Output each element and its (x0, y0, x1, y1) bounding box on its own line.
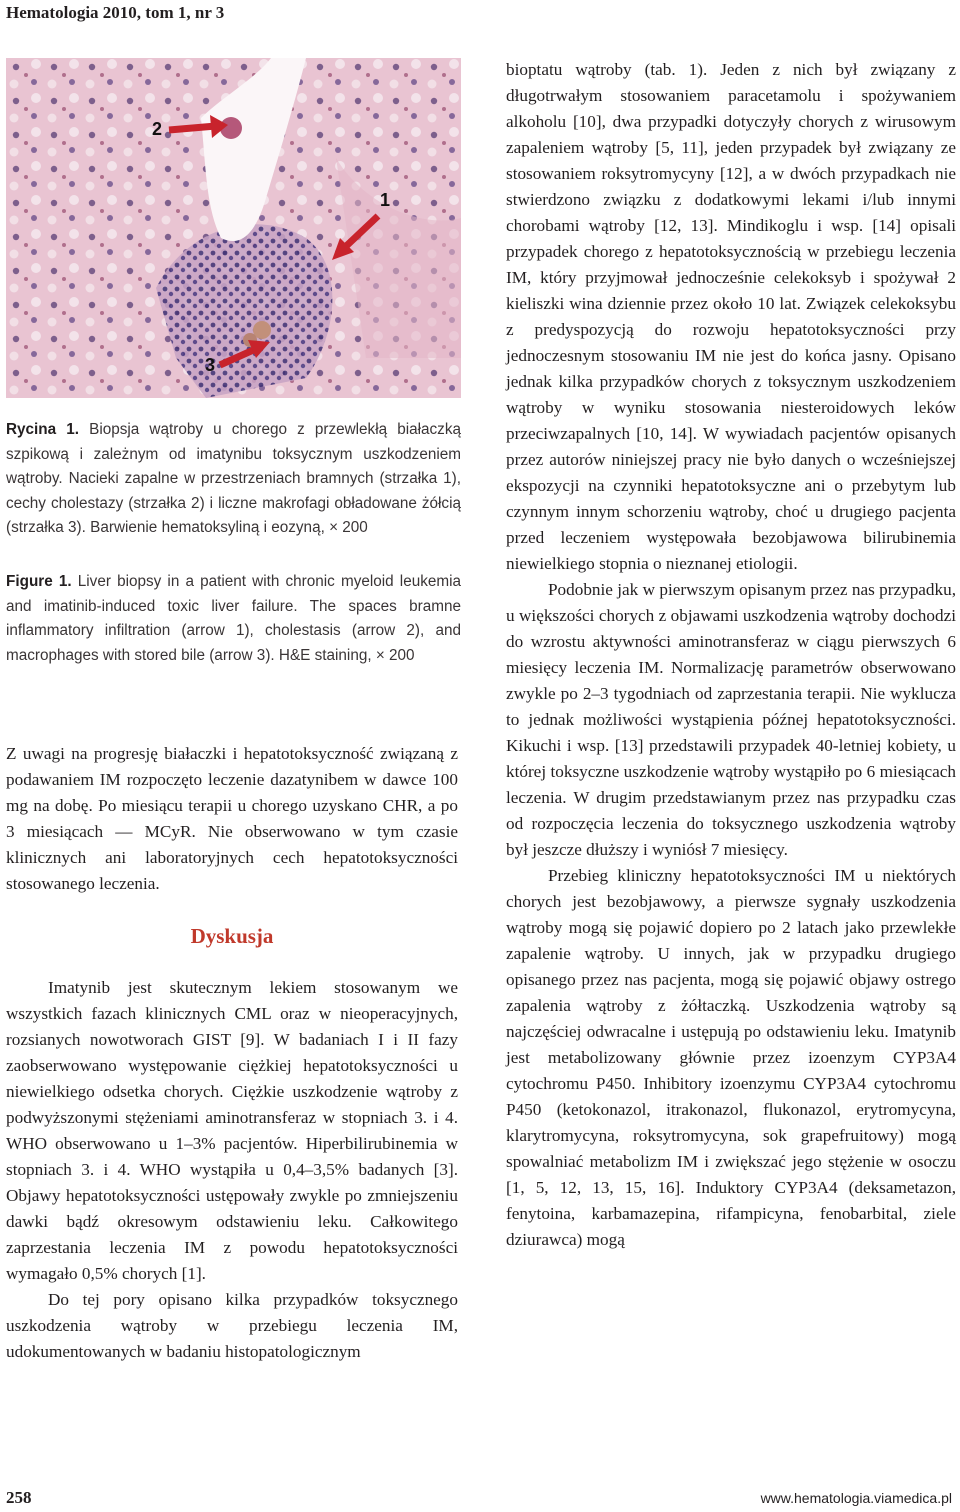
arrow-label-1: 1 (380, 190, 391, 210)
caption-label: Rycina 1. (6, 421, 80, 438)
journal-header: Hematologia 2010, tom 1, nr 3 (6, 3, 225, 22)
caption-text: Biopsja wątroby u chorego z przewlekłą białaczką szpikową i zależnym od imatynibu toksycznym uszkodzeniem wątroby. Nacieki zapalne w przestrzeniach bramnych (strzałka 1), cechy cholestazy (strzałka 2) i liczne makrofagi obładowane żółcią (strzałka 3). Barwienie hematoksyliną i eozyną, × 200 (6, 421, 461, 537)
page-number: 258 (6, 1488, 32, 1507)
paragraph: Do tej pory opisano kilka przypadków toksycznego uszkodzenia wątroby w przebiegu leczenia IM, udokumentowanych w badaniu histopatologicznym (6, 1290, 458, 1361)
paragraph: bioptatu wątroby (tab. 1). Jeden z nich był związany z długotrwałym stosowaniem paracetamolu i spożywaniem alkoholu [10], dwa przypadki dotyczyły chorych z wirusowym zapaleniem wątroby [5, 11], jeden przypadek był związany ze stosowaniem roksytromycyny [12], a w dwóch przypadkach nie stwierdzono związku z dodatkowymi lekami i/lub innymi chorobami wątroby [12, 13]. Mindikoglu i wsp. [14] opisali przypadek chorego z hepatotoksycznością w przebiegu leczenia IM, który przyjmował jednocześnie celekoksyb i spożywał 2 kieliszki wina dziennie przez około 10 lat. Związek celekoksybu z predyspozycją do rozwoju hepatotoksyczności przy jednoczesnym stosowaniu IM nie jest do końca jasny. Opisano jednak kilka przypadków chorych z toksycznym uszkodzeniem wątroby w wyniku stosowania niesteroidowych leków przeciwzapalnych [10, 14]. W wywiadach pacjentów opisanych przez autorów niniejszej pracy nie było danych o wcześniejszej ekspozycji na czynniki hepatotoksyczne ani o przebytym lub czynnym innym schorzeniu wątroby, choć u drugiego pacjenta przed leczeniem występowała bezobjawowa bilirubinemia niewielkiego stopnia o nieznanej etiologii. (506, 60, 956, 573)
liver-biopsy-micrograph (6, 58, 461, 398)
left-column (6, 741, 458, 1365)
caption-text: Liver biopsy in a patient with chronic myeloid leukemia and imatinib-induced toxic liver failure. The spaces bramne inflammatory infiltration (arrow 1), cholestasis (arrow 2), and macrophages with stored bile (arrow 3). H&E staining, × 200 (6, 573, 462, 664)
paragraph: Imatynib jest skutecznym lekiem stosowanym we wszystkich fazach klinicznych CML oraz w nieoperacyjnych, rozsianych nowotworach GIST [9]. W badaniach I i II fazy zaobserwowano występowanie ciężkiej hepatotoksyczności u niewielkiego odsetka chorych. Ciężkie uszkodzenie wątroby z podwyższonymi stężeniami aminotransferaz w stopniach 3. i 4. WHO obserwowano u 1–3% pacjentów. Hiperbilirubinemia w stopniach 3. i 4. WHO wystąpiła u 0,4–3,5% badanych [3]. Objawy hepatotoksyczności ustępowały zwykle po zmniejszeniu dawki bądź okresowym odstawieniu leku. Całkowitego zaprzestania leczenia IM z powodu hepatotoksyczności wymagało 0,5% chorych [1]. (6, 978, 458, 1283)
section-title: Dyskusja (190, 924, 274, 948)
paragraph: Z uwagi na progresję białaczki i hepatotoksyczność związaną z podawaniem IM rozpoczęto leczenie dazatynibem w dawce 100 mg na dobę. Po miesiącu terapii u chorego uzyskano CHR, a po 3 miesiącach — MCyR. Nie obserwowano w tym czasie klinicznych ani laboratoryjnych cech hepatotoksyczności stosowanego leczenia. (6, 744, 458, 893)
right-column (506, 57, 956, 1253)
paragraph: Podobnie jak w pierwszym opisanym przez nas przypadku, u większości chorych z objawami uszkodzenia wątroby dochodzi do wzrostu aktywności aminotransferaz w ciągu pierwszych 6 miesięcy leczenia IM. Normalizację parametrów obserwowano zwykle po 2–3 tygodniach od zaprzestania terapii. Nie wyklucza to jednak możliwości wystąpienia późnej hepatotoksyczności. Kikuchi i wsp. [13] przedstawili przypadek 40-letniej kobiety, u której toksyczne uszkodzenie wątroby wystąpiło po 6 miesiącach leczenia. W drugim przedstawianym przez nas przypadku czas od rozpoczęcia leczenia do toksycznego uszkodzenia wątroby był jeszcze dłuższy i wyniósł 7 miesięcy. (506, 580, 956, 859)
arrow-label-3: 3 (205, 355, 216, 375)
figure-caption-polish (6, 418, 461, 541)
journal-url: www.hematologia.viamedica.pl (760, 1490, 952, 1506)
paragraph: Przebieg kliniczny hepatotoksyczności IM u niektórych chorych jest bezobjawowy, a pierwsze sygnały uszkodzenia wątroby mogą się pojawić dopiero po 2 latach jako przewlekłe zapalenie wątroby. U innych, jak w przypadku drugiego opisanego przez nas pacjenta, mogą się pojawić objawy ostrego zapalenia wątroby z żółtaczką. Uszkodzenia wątroby są najczęściej odwracalne i ustępują po odstawieniu leku. Imatynib jest metabolizowany głównie przez izoenzym CYP3A4 cytochromu P450. Inhibitory izoenzymu CYP3A4 cytochromu P450 (ketokonazol, itrakonazol, flukonazol, erytromycyna, klarytromycyna, roksytromycyna, sok grapefruitowy) mogą spowalniać metabolizm IM i zwiększać jego stężenie w osoczu [1, 5, 12, 13, 15, 16]. Induktory CYP3A4 (deksametazon, fenytoina, karbamazepina, rifampicyna, fenobarbital, ziele dziurawca) mogą (506, 866, 956, 1249)
figure-caption-english (6, 570, 461, 668)
caption-label: Figure 1. (6, 573, 72, 590)
arrow-label-2: 2 (152, 119, 163, 139)
